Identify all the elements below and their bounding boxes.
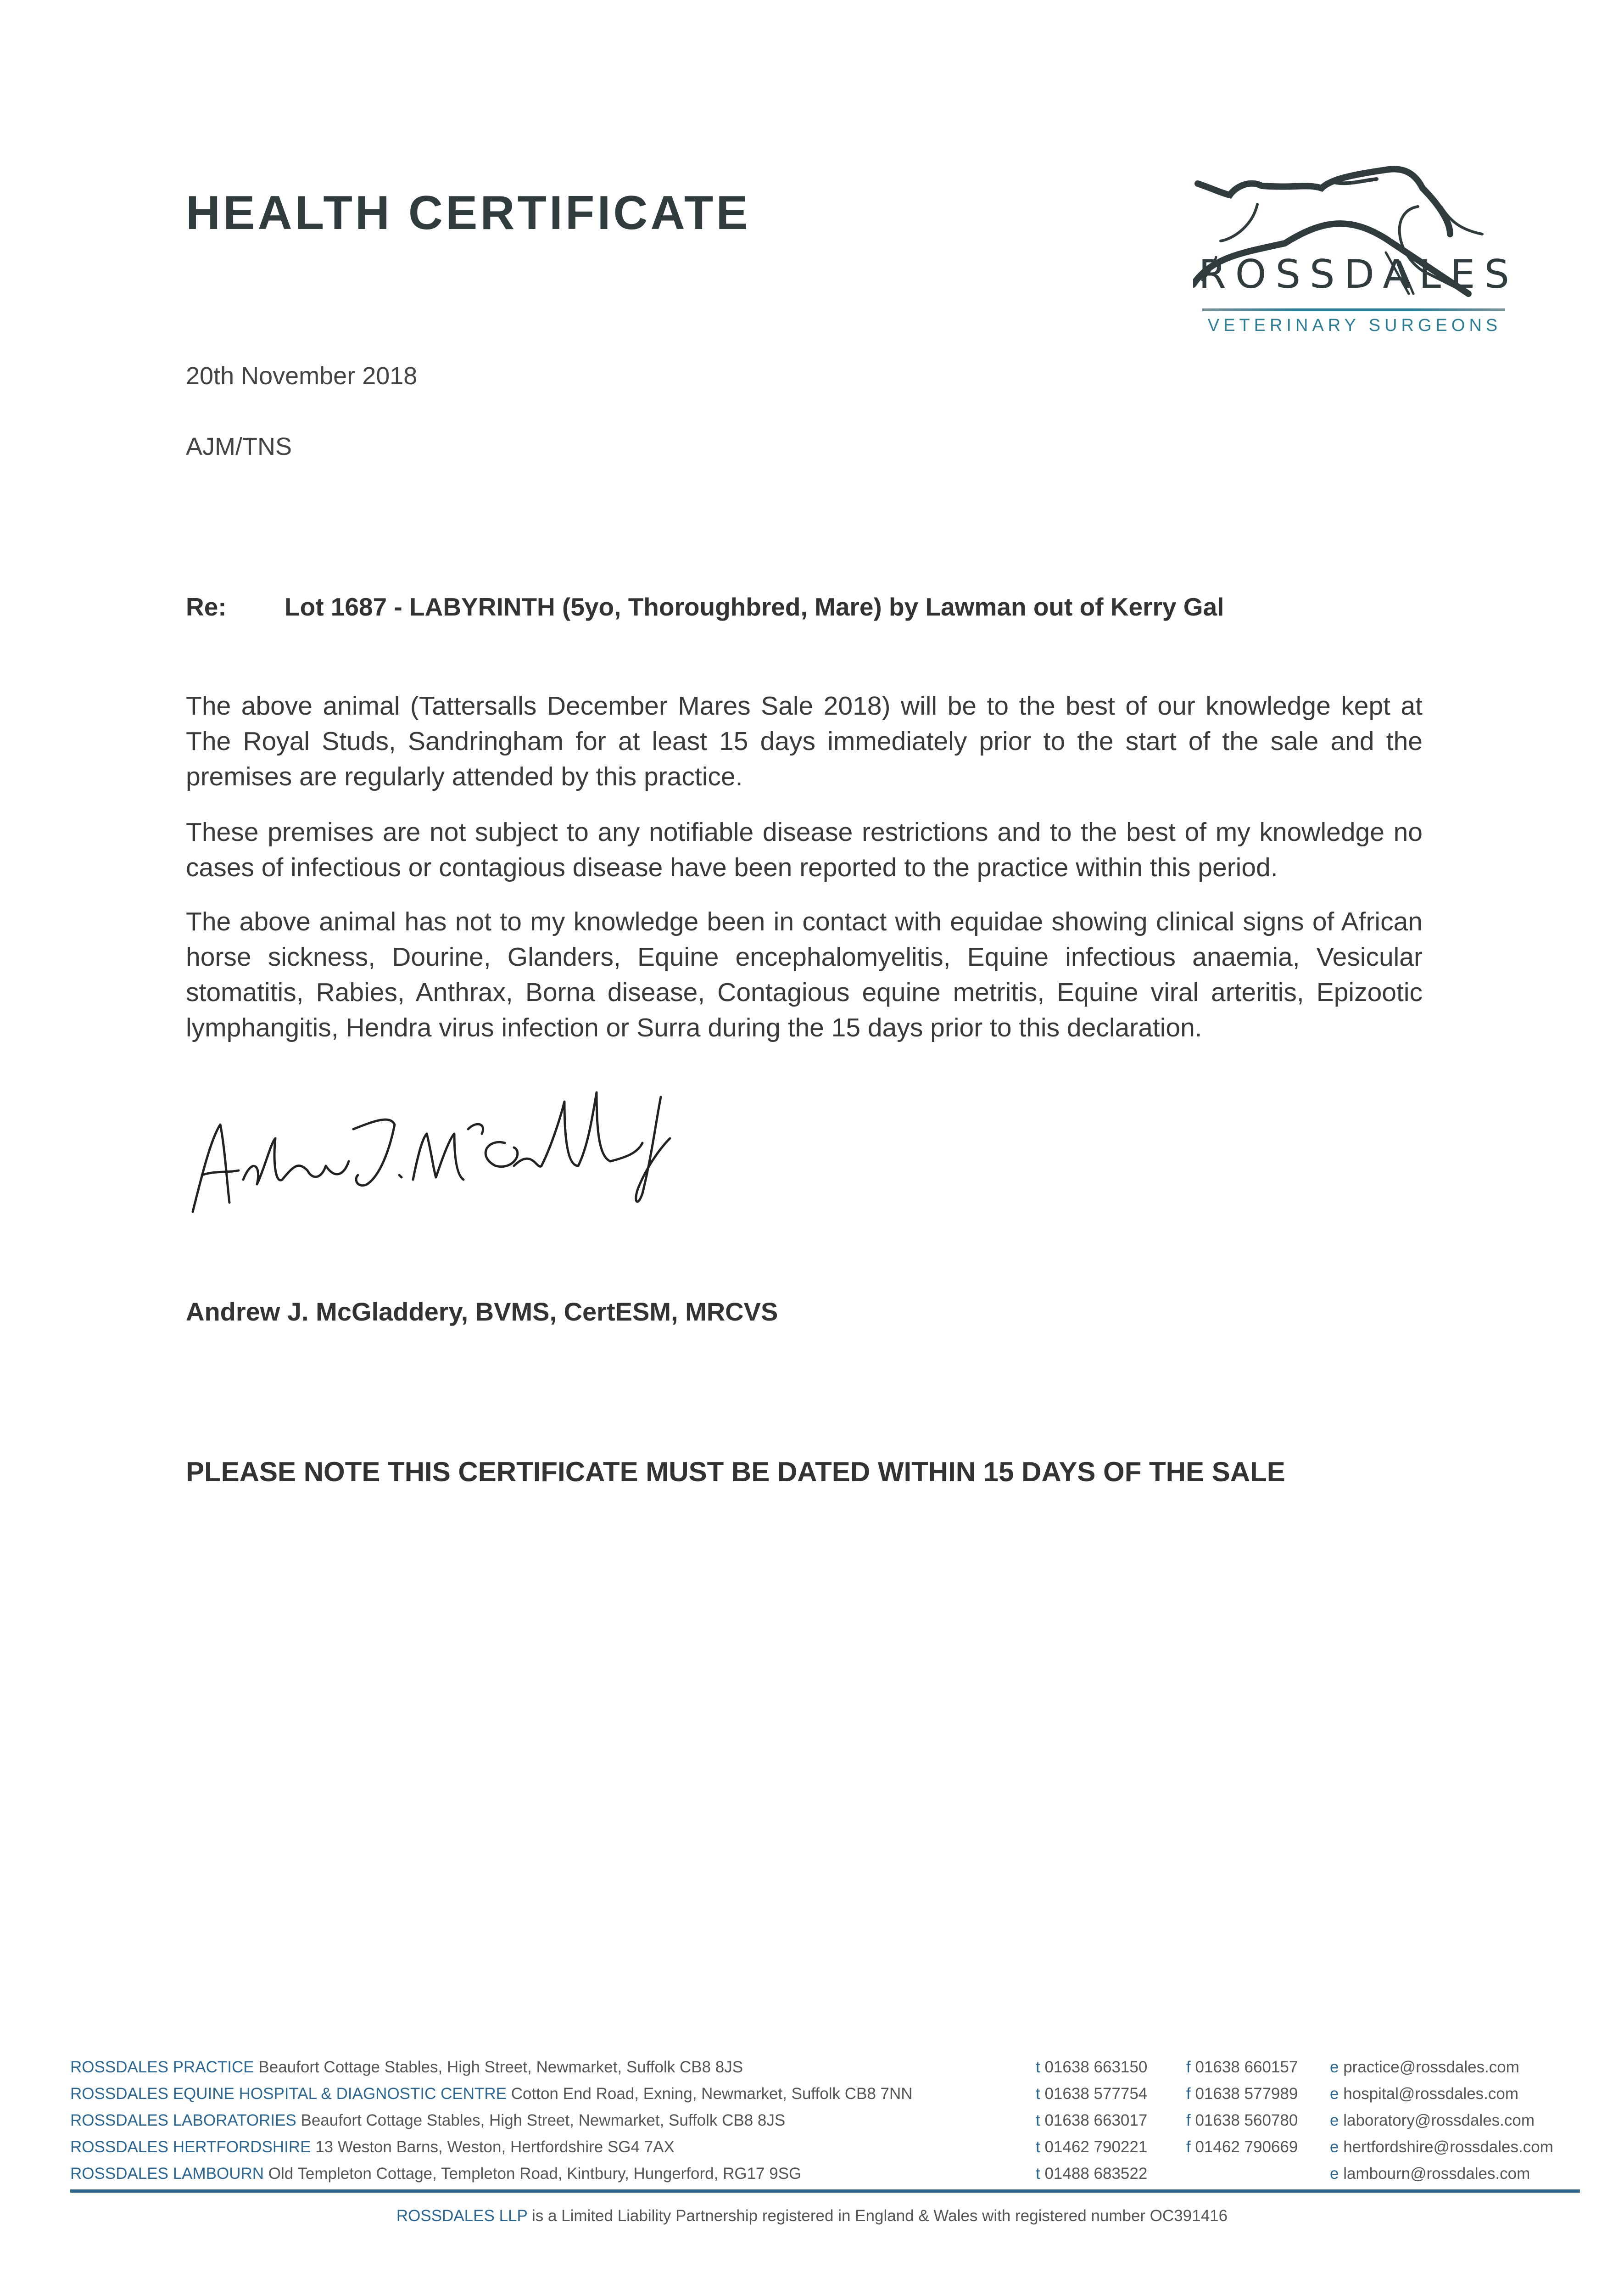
office-phone: 01462 790221 [1044, 2138, 1148, 2156]
body-paragraph: The above animal has not to my knowledge been in contact with equidae showing clinical signs of African horse sickness, Dourine, Glanders, Equine encephalomyelitis, Equine infectious anaemia, Vesicular stomatitis, Rabies, Anthrax, Borna disease, Contagious equine metritis, Equine viral arteritis, Epizootic lymphangitis, Hendra virus infection or Surra during the 15 days prior to this declaration. [186, 907, 1423, 1042]
email-label: e [1330, 2138, 1339, 2156]
office-name: ROSSDALES LABORATORIES [70, 2111, 296, 2129]
body-paragraph: The above animal (Tattersalls December Mares Sale 2018) will be to the best of our knowledge kept at The Royal Studs, Sandringham for at least 15 days immediately prior to the start of the sale and the premises are regularly attended by this practice. [186, 691, 1423, 791]
office-phone: 01488 683522 [1044, 2165, 1148, 2183]
phone-label: t [1036, 2111, 1040, 2129]
email-label: e [1330, 2085, 1339, 2103]
email-label: e [1330, 2058, 1339, 2076]
letter-reference: AJM/TNS [186, 433, 292, 460]
office-name: ROSSDALES PRACTICE [70, 2058, 254, 2076]
footer-office-row [70, 2058, 1585, 2081]
office-phone: 01638 663150 [1044, 2058, 1148, 2076]
office-address: Old Templeton Cottage, Templeton Road, Kintbury, Hungerford, RG17 9SG [268, 2165, 802, 2183]
phone-label: t [1036, 2058, 1040, 2076]
phone-label: t [1036, 2138, 1040, 2156]
fax-label: f [1186, 2058, 1191, 2076]
footer-office-row [70, 2085, 1585, 2108]
footer-office-row [70, 2111, 1585, 2134]
re-subject: Lot 1687 - LABYRINTH (5yo, Thoroughbred, Mare) by Lawman out of Kerry Gal [285, 593, 1224, 621]
fax-label: f [1186, 2111, 1191, 2129]
handwritten-signature [184, 1065, 679, 1221]
office-email[interactable]: hertfordshire@rossdales.com [1343, 2138, 1553, 2156]
signer-name: Andrew J. McGladdery, BVMS, CertESM, MRCVS [186, 1297, 778, 1326]
logo-subtitle: VETERINARY SURGEONS [1207, 316, 1502, 335]
office-fax: 01638 660157 [1195, 2058, 1298, 2076]
email-label: e [1330, 2165, 1339, 2183]
document-title: HEALTH CERTIFICATE [186, 186, 751, 240]
llp-text: is a Limited Liability Partnership registered in England & Wales with registered number OC391416 [531, 2207, 1228, 2225]
office-address: Beaufort Cottage Stables, High Street, Newmarket, Suffolk CB8 8JS [301, 2111, 786, 2129]
phone-label: t [1036, 2165, 1040, 2183]
office-fax: 01462 790669 [1195, 2138, 1298, 2156]
office-email[interactable]: laboratory@rossdales.com [1343, 2111, 1535, 2129]
office-address: Cotton End Road, Exning, Newmarket, Suffolk CB8 7NN [511, 2085, 913, 2103]
office-email[interactable]: hospital@rossdales.com [1343, 2085, 1519, 2103]
phone-label: t [1036, 2085, 1040, 2103]
certificate-note: PLEASE NOTE THIS CERTIFICATE MUST BE DATED WITHIN 15 DAYS OF THE SALE [186, 1456, 1285, 1487]
office-address: 13 Weston Barns, Weston, Hertfordshire SG4 7AX [315, 2138, 675, 2156]
office-address: Beaufort Cottage Stables, High Street, Newmarket, Suffolk CB8 8JS [258, 2058, 743, 2076]
logo-divider [1202, 308, 1505, 311]
office-fax: 01638 577989 [1195, 2085, 1298, 2103]
office-email[interactable]: lambourn@rossdales.com [1343, 2165, 1530, 2183]
llp-name: ROSSDALES LLP [396, 2207, 528, 2225]
footer-office-row [70, 2165, 1585, 2188]
office-phone: 01638 663017 [1044, 2111, 1148, 2129]
re-label: Re: [186, 593, 227, 621]
footer-divider [70, 2189, 1580, 2193]
office-fax: 01638 560780 [1195, 2111, 1298, 2129]
fax-label: f [1186, 2138, 1191, 2156]
body-paragraph: These premises are not subject to any notifiable disease restrictions and to the best of my knowledge no cases of infectious or contagious disease have been reported to the practice within this period. [186, 817, 1423, 882]
office-name: ROSSDALES EQUINE HOSPITAL & DIAGNOSTIC CENTRE [70, 2085, 507, 2103]
letter-date: 20th November 2018 [186, 362, 418, 390]
office-phone: 01638 577754 [1044, 2085, 1148, 2103]
office-name: ROSSDALES LAMBOURN [70, 2165, 264, 2183]
fax-label: f [1186, 2085, 1191, 2103]
office-name: ROSSDALES HERTFORDSHIRE [70, 2138, 311, 2156]
logo-wordmark: ROSSDALES [1199, 252, 1519, 297]
footer-office-row [70, 2138, 1585, 2161]
llp-registration [0, 2207, 1624, 2225]
office-email[interactable]: practice@rossdales.com [1343, 2058, 1519, 2076]
email-label: e [1330, 2111, 1339, 2129]
